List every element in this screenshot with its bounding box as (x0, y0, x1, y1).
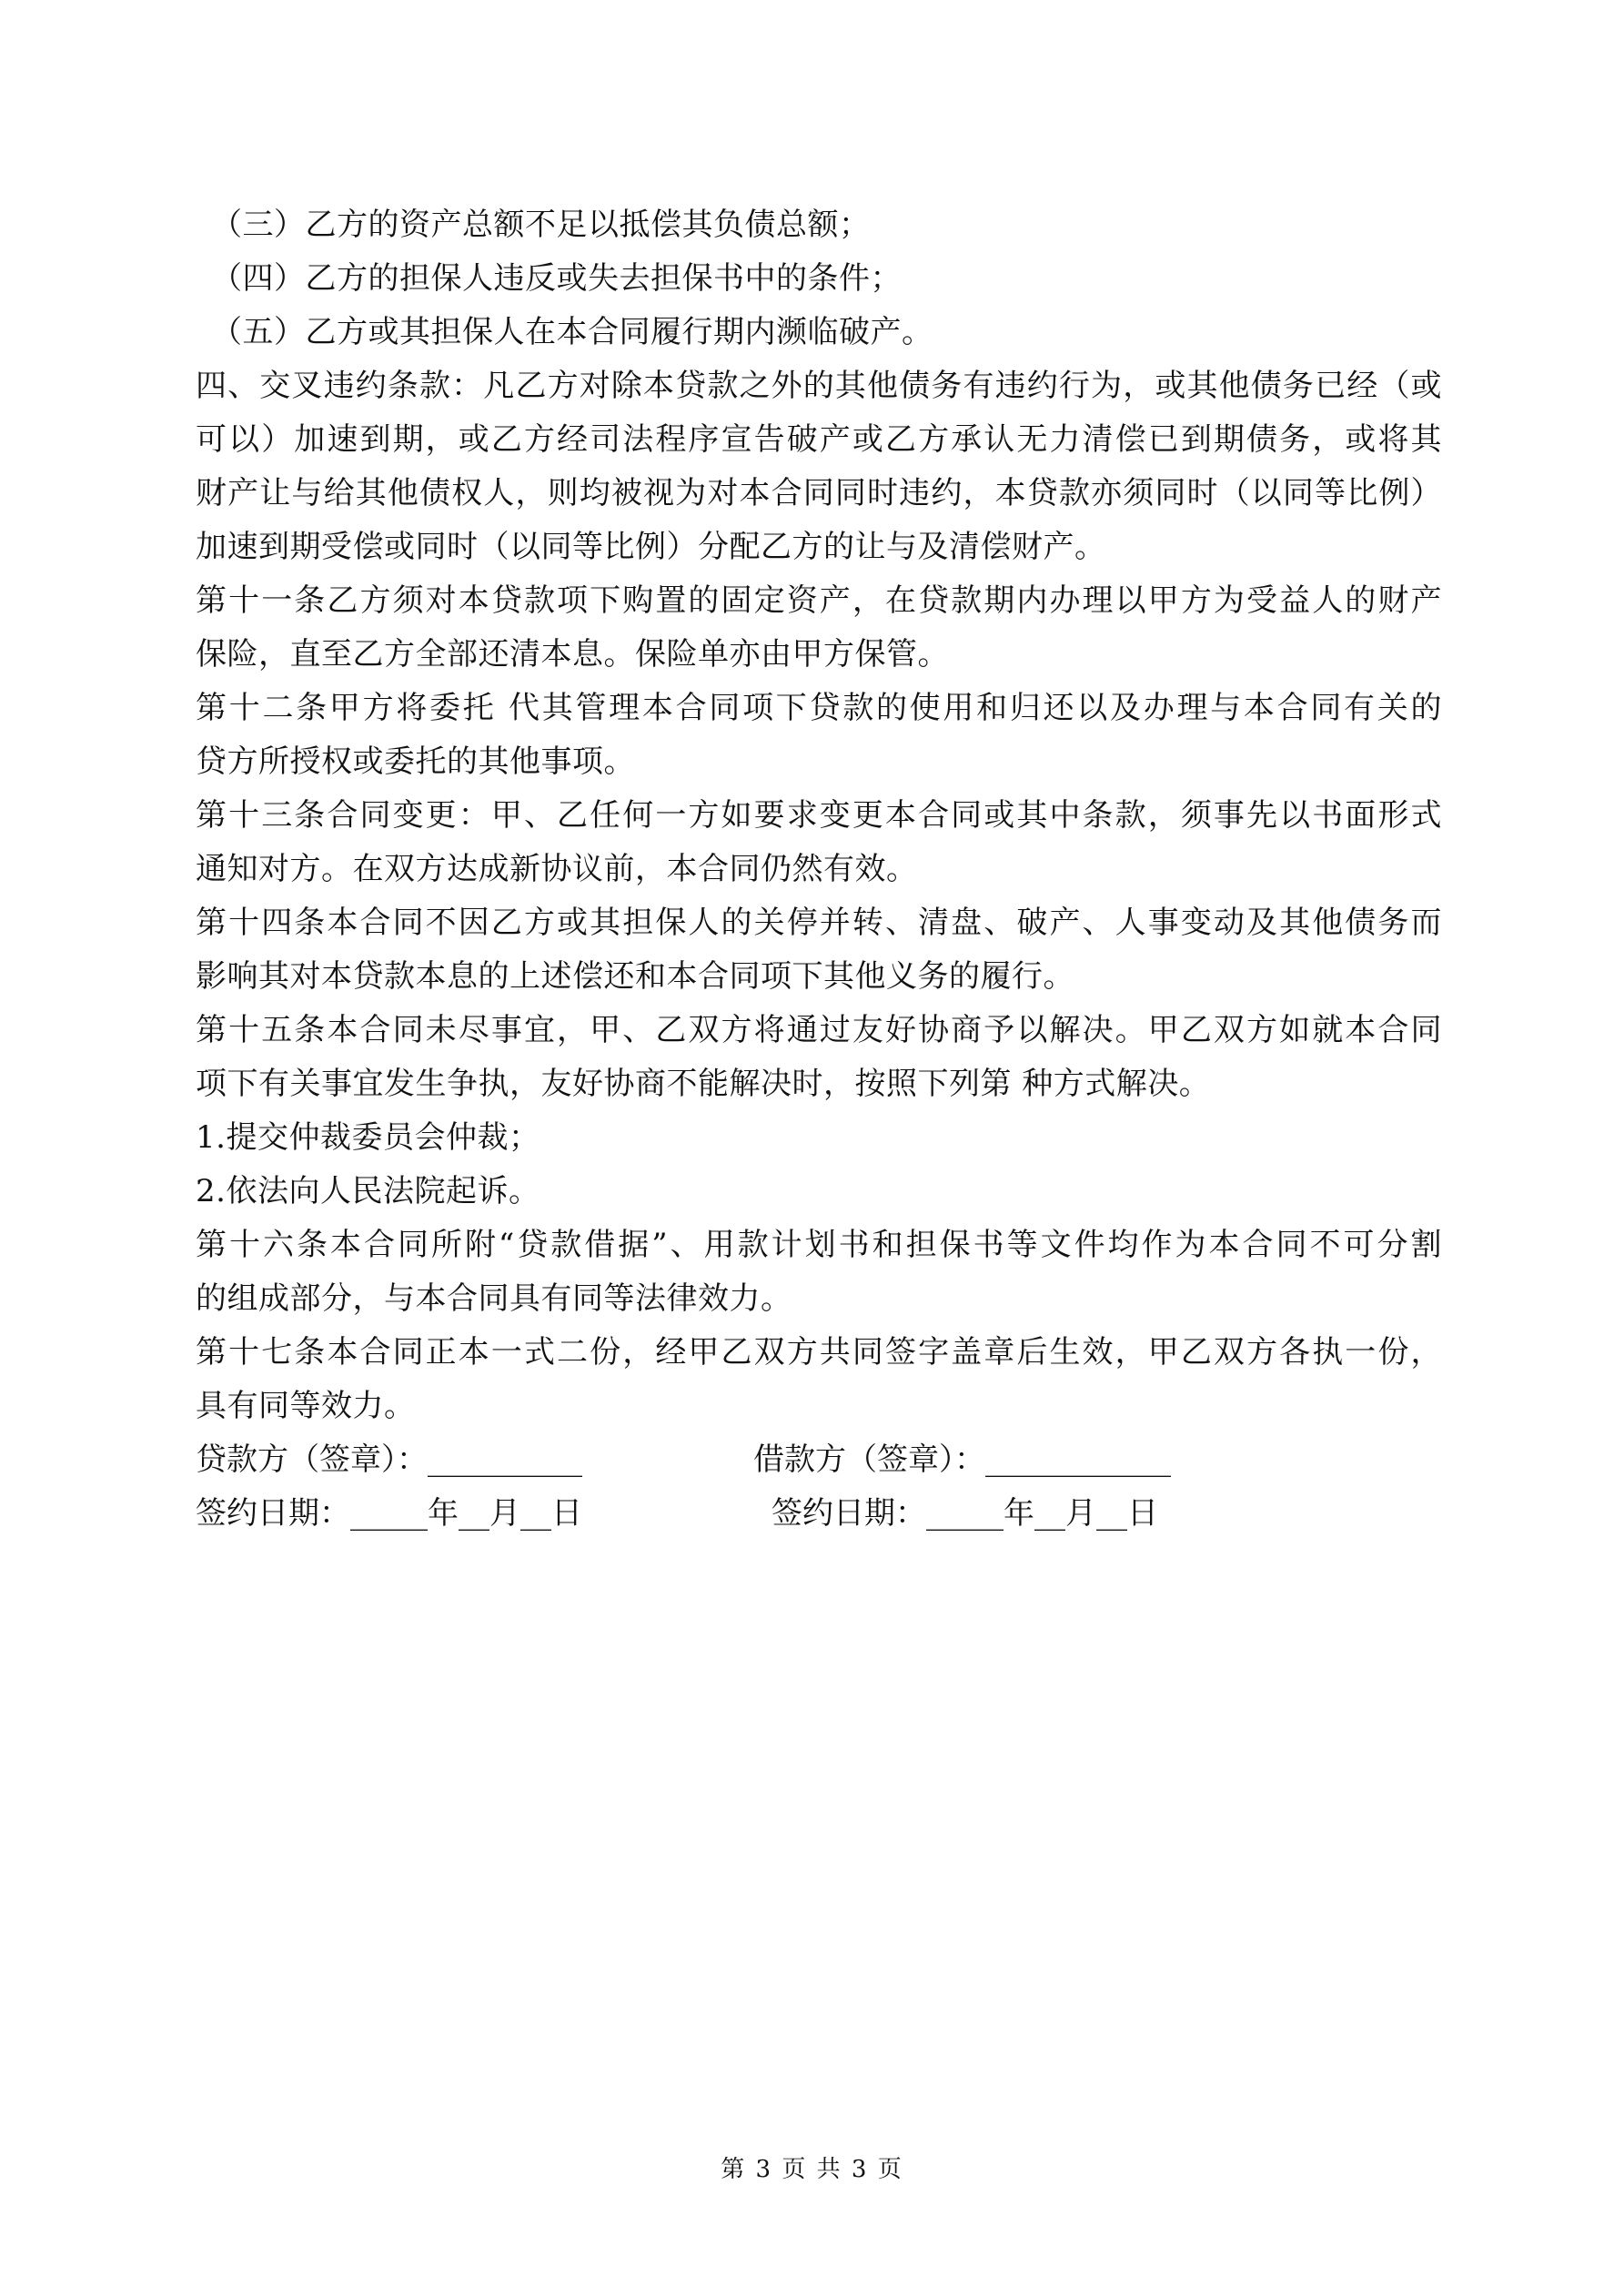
article-11-line-1: 第十一条乙方须对本贷款项下购置的固定资产，在贷款期内办理以甲方为受益人的财产 (196, 582, 1442, 619)
page-number-footer: 第 3 页 共 3 页 (721, 2156, 903, 2183)
dispute-option-1: 1.提交仲裁委员会仲裁； (196, 1119, 540, 1156)
cross-default-clause-line-1: 四、交叉违约条款：凡乙方对除本贷款之外的其他债务有违约行为，或其他债务已经（或 (196, 368, 1442, 404)
article-16-line-2: 的组成部分，与本合同具有同等法律效力。 (196, 1280, 792, 1317)
clause-item-3: （三）乙方的资产总额不足以抵偿其负债总额； (211, 207, 871, 243)
lender-sign-date: 签约日期：_____年__月__日 (196, 1495, 582, 1532)
dispute-option-2: 2.依法向人民法院起诉。 (196, 1173, 540, 1209)
article-16-line-1: 第十六条本合同所附“贷款借据”、用款计划书和担保书等文件均作为本合同不可分割 (196, 1227, 1442, 1263)
article-15-line-2: 项下有关事宜发生争执，友好协商不能解决时，按照下列第 种方式解决。 (196, 1066, 1211, 1102)
article-13-line-1: 第十三条合同变更：甲、乙任何一方如要求变更本合同或其中条款，须事先以书面形式 (196, 797, 1442, 834)
signature-row (196, 1433, 1442, 1487)
article-17-line-1: 第十七条本合同正本一式二份，经甲乙双方共同签字盖章后生效，甲乙双方各执一份， (196, 1334, 1442, 1371)
borrower-sign-date: 签约日期：_____年__月__日 (772, 1495, 1158, 1532)
clause-item-5: （五）乙方或其担保人在本合同履行期内濒临破产。 (211, 314, 933, 350)
cross-default-clause-line-3: 财产让与给其他债权人，则均被视为对本合同同时违约，本贷款亦须同时（以同等比例） (196, 475, 1442, 511)
cross-default-clause-line-2: 可以）加速到期，或乙方经司法程序宣告破产或乙方承认无力清偿已到期债务，或将其 (196, 421, 1442, 458)
article-11-line-2: 保险，直至乙方全部还清本息。保险单亦由甲方保管。 (196, 636, 949, 673)
article-15-line-1: 第十五条本合同未尽事宜，甲、乙双方将通过友好协商予以解决。甲乙双方如就本合同 (196, 1012, 1442, 1048)
borrower-signature: 借款方（签章）：____________ (753, 1441, 1171, 1478)
article-12-line-1: 第十二条甲方将委托 代其管理本合同项下贷款的使用和归还以及办理与本合同有关的 (196, 690, 1442, 726)
clause-item-4: （四）乙方的担保人违反或失去担保书中的条件； (211, 260, 902, 297)
article-13-line-2: 通知对方。在双方达成新协议前，本合同仍然有效。 (196, 851, 918, 887)
article-17-line-2: 具有同等效力。 (196, 1388, 416, 1424)
article-14-line-2: 影响其对本贷款本息的上述偿还和本合同项下其他义务的履行。 (196, 958, 1074, 995)
article-14-line-1: 第十四条本合同不因乙方或其担保人的关停并转、清盘、破产、人事变动及其他债务而 (196, 905, 1442, 941)
document-body (196, 198, 1442, 1541)
lender-signature: 贷款方（签章）：__________ (196, 1441, 582, 1478)
cross-default-clause-line-4: 加速到期受偿或同时（以同等比例）分配乙方的让与及清偿财产。 (196, 529, 1106, 565)
article-12-line-2: 贷方所授权或委托的其他事项。 (196, 743, 635, 780)
signature-date-row (196, 1487, 1442, 1541)
